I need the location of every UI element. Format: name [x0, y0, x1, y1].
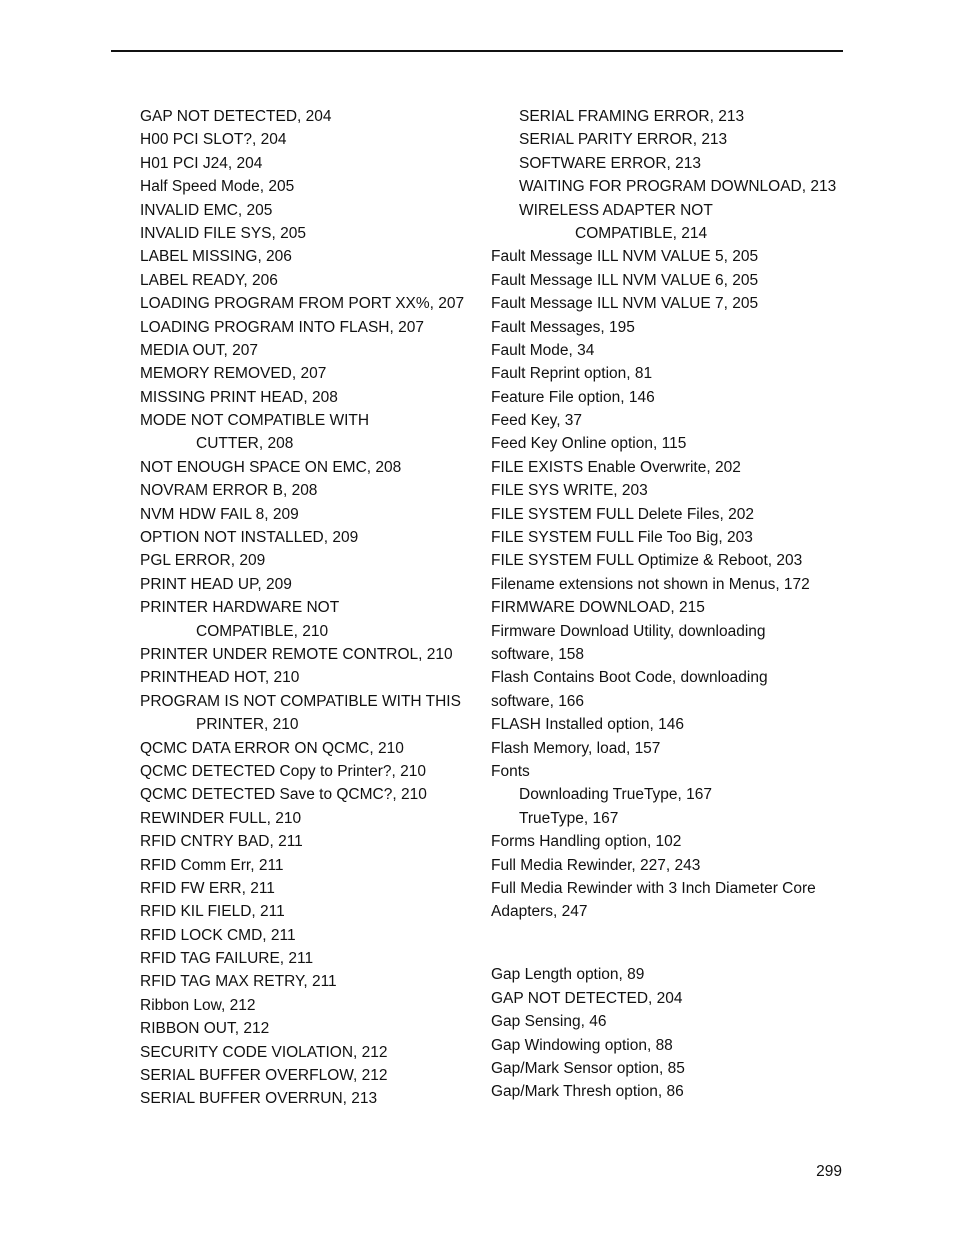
- index-entry: H00 PCI SLOT?, 204: [140, 131, 287, 149]
- index-entry: SERIAL PARITY ERROR, 213: [519, 131, 728, 149]
- index-entry: RFID LOCK CMD, 211: [140, 926, 296, 944]
- index-entry: QCMC DETECTED Copy to Printer?, 210: [140, 762, 426, 780]
- index-column-right: [491, 105, 851, 1104]
- index-entry: MISSING PRINT HEAD, 208: [140, 388, 338, 406]
- index-entry: LOADING PROGRAM FROM PORT XX%, 207: [140, 295, 465, 313]
- index-entry: REWINDER FULL, 210: [140, 809, 302, 827]
- index-entry: FIRMWARE DOWNLOAD, 215: [491, 599, 705, 617]
- index-entry: Fault Messages, 195: [491, 318, 635, 336]
- index-entry: Fault Message ILL NVM VALUE 7, 205: [491, 295, 759, 313]
- header-rule: [111, 50, 843, 52]
- index-entry: Flash Memory, load, 157: [491, 739, 661, 757]
- index-entry: SECURITY CODE VIOLATION, 212: [140, 1043, 388, 1061]
- index-entry: Fault Mode, 34: [491, 341, 595, 359]
- index-entry: PRINTHEAD HOT, 210: [140, 669, 300, 687]
- index-entry: software, 166: [491, 692, 585, 710]
- index-entry: Feed Key, 37: [491, 412, 583, 430]
- index-entry: Feed Key Online option, 115: [491, 435, 687, 453]
- index-entry: Fault Reprint option, 81: [491, 365, 653, 383]
- index-entry: RFID CNTRY BAD, 211: [140, 833, 303, 851]
- index-entry: NVM HDW FAIL 8, 209: [140, 505, 299, 523]
- index-entry: Half Speed Mode, 205: [140, 178, 295, 196]
- index-entry: MEDIA OUT, 207: [140, 341, 259, 359]
- index-entry: PRINTER HARDWARE NOT: [140, 599, 340, 617]
- index-entry: COMPATIBLE, 214: [575, 224, 708, 242]
- index-entry: Filename extensions not shown in Menus, 172: [491, 575, 810, 593]
- index-entry: INVALID EMC, 205: [140, 201, 273, 219]
- index-entry: Gap/Mark Thresh option, 86: [491, 1083, 684, 1101]
- index-entry: Full Media Rewinder with 3 Inch Diameter Core: [491, 879, 816, 897]
- index-entry: PRINTER UNDER REMOTE CONTROL, 210: [140, 645, 453, 663]
- index-entry: GAP NOT DETECTED, 204: [140, 108, 332, 125]
- index-entry: Firmware Download Utility, downloading: [491, 622, 766, 640]
- index-entry: Gap Length option, 89: [491, 966, 645, 984]
- index-entry: COMPATIBLE, 210: [196, 622, 329, 640]
- index-entry: TrueType, 167: [519, 809, 619, 827]
- index-entry: Fault Message ILL NVM VALUE 6, 205: [491, 271, 759, 289]
- index-entry: WAITING FOR PROGRAM DOWNLOAD, 213: [519, 178, 837, 196]
- index-entry: Flash Contains Boot Code, downloading: [491, 669, 768, 687]
- index-entry: Fault Message ILL NVM VALUE 5, 205: [491, 248, 759, 266]
- index-entry: PRINTER, 210: [196, 716, 299, 734]
- index-entry: FLASH Installed option, 146: [491, 716, 685, 734]
- section-gap: [491, 924, 851, 964]
- index-entry: Forms Handling option, 102: [491, 833, 682, 851]
- index-entry: RFID KIL FIELD, 211: [140, 903, 285, 921]
- index-entry: PROGRAM IS NOT COMPATIBLE WITH THIS: [140, 692, 461, 710]
- index-entry: software, 158: [491, 645, 585, 663]
- index-entry: LABEL READY, 206: [140, 271, 278, 289]
- index-entry: FILE SYS WRITE, 203: [491, 482, 648, 500]
- index-entry: Downloading TrueType, 167: [519, 786, 713, 804]
- index-column-left: [140, 105, 480, 1111]
- index-entry: NOVRAM ERROR B, 208: [140, 482, 318, 500]
- index-entry: Full Media Rewinder, 227, 243: [491, 856, 701, 874]
- index-entry: Gap/Mark Sensor option, 85: [491, 1060, 685, 1078]
- index-entry: Gap Sensing, 46: [491, 1013, 607, 1031]
- index-entry: SOFTWARE ERROR, 213: [519, 154, 702, 172]
- index-entry: Ribbon Low, 212: [140, 996, 256, 1014]
- index-entry: SERIAL BUFFER OVERRUN, 213: [140, 1090, 378, 1108]
- index-entry: Feature File option, 146: [491, 388, 655, 406]
- index-entry: QCMC DETECTED Save to QCMC?, 210: [140, 786, 427, 804]
- index-entry: PGL ERROR, 209: [140, 552, 266, 570]
- index-entry: RFID TAG FAILURE, 211: [140, 950, 314, 968]
- index-entry: LOADING PROGRAM INTO FLASH, 207: [140, 318, 424, 336]
- index-entry: RIBBON OUT, 212: [140, 1020, 270, 1038]
- index-entry: LABEL MISSING, 206: [140, 248, 292, 266]
- index-entry: H01 PCI J24, 204: [140, 154, 263, 172]
- index-entry: MEMORY REMOVED, 207: [140, 365, 327, 383]
- index-entry: MODE NOT COMPATIBLE WITH: [140, 412, 370, 430]
- page-number: 299: [816, 1163, 842, 1180]
- index-entry: WIRELESS ADAPTER NOT: [519, 201, 713, 219]
- index-entry: QCMC DATA ERROR ON QCMC, 210: [140, 739, 404, 757]
- index-entry: FILE SYSTEM FULL File Too Big, 203: [491, 529, 753, 547]
- index-entry: Gap Windowing option, 88: [491, 1036, 673, 1054]
- index-entry: SERIAL BUFFER OVERFLOW, 212: [140, 1067, 388, 1085]
- index-entry: RFID Comm Err, 211: [140, 856, 284, 874]
- index-entry: GAP NOT DETECTED, 204: [491, 989, 683, 1007]
- index-entry: CUTTER, 208: [196, 435, 294, 453]
- index-entry: NOT ENOUGH SPACE ON EMC, 208: [140, 458, 402, 476]
- index-entry: PRINT HEAD UP, 209: [140, 575, 292, 593]
- index-entry: INVALID FILE SYS, 205: [140, 224, 306, 242]
- index-entry: FILE EXISTS Enable Overwrite, 202: [491, 458, 741, 476]
- index-entry: FILE SYSTEM FULL Optimize & Reboot, 203: [491, 552, 803, 570]
- index-entry: Fonts: [491, 762, 530, 780]
- index-entry: FILE SYSTEM FULL Delete Files, 202: [491, 505, 755, 523]
- index-entry: OPTION NOT INSTALLED, 209: [140, 529, 359, 547]
- index-entry: Adapters, 247: [491, 903, 588, 921]
- index-entry: SERIAL FRAMING ERROR, 213: [519, 108, 745, 125]
- index-entry: RFID TAG MAX RETRY, 211: [140, 973, 337, 991]
- index-entry: RFID FW ERR, 211: [140, 879, 275, 897]
